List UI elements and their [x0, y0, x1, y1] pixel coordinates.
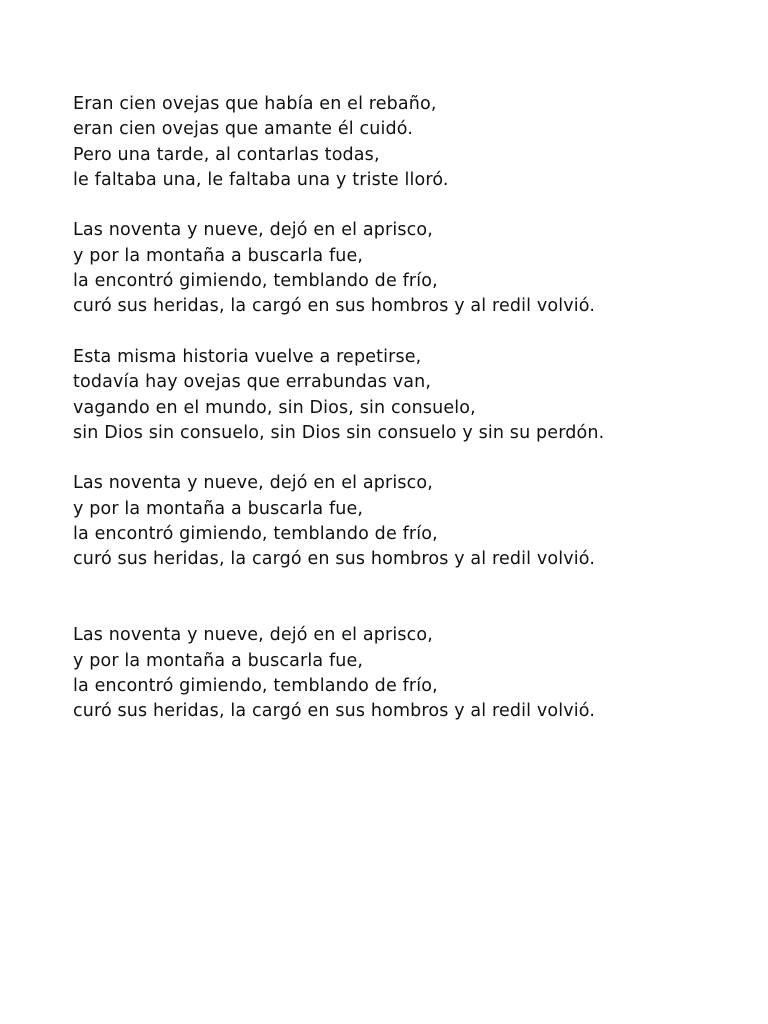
- lyric-line: curó sus heridas, la cargó en sus hombros y al redil volvió.: [73, 701, 596, 722]
- lyric-line: y por la montaña a buscarla fue,: [73, 498, 364, 519]
- lyric-line: curó sus heridas, la cargó en sus hombros y al redil volvió.: [73, 549, 596, 570]
- lyric-line: curó sus heridas, la cargó en sus hombros y al redil volvió.: [73, 296, 596, 317]
- lyric-line: Pero una tarde, al contarlas todas,: [73, 144, 380, 165]
- stanza-1: [73, 92, 753, 193]
- lyric-line: y por la montaña a buscarla fue,: [73, 650, 364, 671]
- lyric-line: vagando en el mundo, sin Dios, sin consuelo,: [73, 397, 476, 418]
- lyric-line: la encontró gimiendo, temblando de frío,: [73, 271, 438, 292]
- lyric-line: sin Dios sin consuelo, sin Dios sin consuelo y sin su perdón.: [73, 422, 605, 443]
- lyric-line: Eran cien ovejas que había en el rebaño,: [73, 94, 437, 114]
- lyric-line: Esta misma historia vuelve a repetirse,: [73, 346, 422, 367]
- lyric-line: Las noventa y nueve, dejó en el aprisco,: [73, 220, 433, 241]
- lyric-line: y por la montaña a buscarla fue,: [73, 245, 364, 266]
- stanza-2: [73, 218, 753, 319]
- lyric-line: todavía hay ovejas que errabundas van,: [73, 372, 432, 393]
- lyric-line: la encontró gimiendo, temblando de frío,: [73, 675, 438, 696]
- lyrics-body: [73, 92, 753, 750]
- lyric-line: Las noventa y nueve, dejó en el aprisco,: [73, 625, 433, 646]
- stanza-5: [73, 623, 753, 724]
- stanza-3: [73, 345, 753, 446]
- lyric-line: la encontró gimiendo, temblando de frío,: [73, 524, 438, 545]
- lyric-line: le faltaba una, le faltaba una y triste lloró.: [73, 169, 449, 190]
- stanza-4: [73, 471, 753, 572]
- lyric-line: Las noventa y nueve, dejó en el aprisco,: [73, 473, 433, 494]
- lyric-line: eran cien ovejas que amante él cuidó.: [73, 119, 414, 140]
